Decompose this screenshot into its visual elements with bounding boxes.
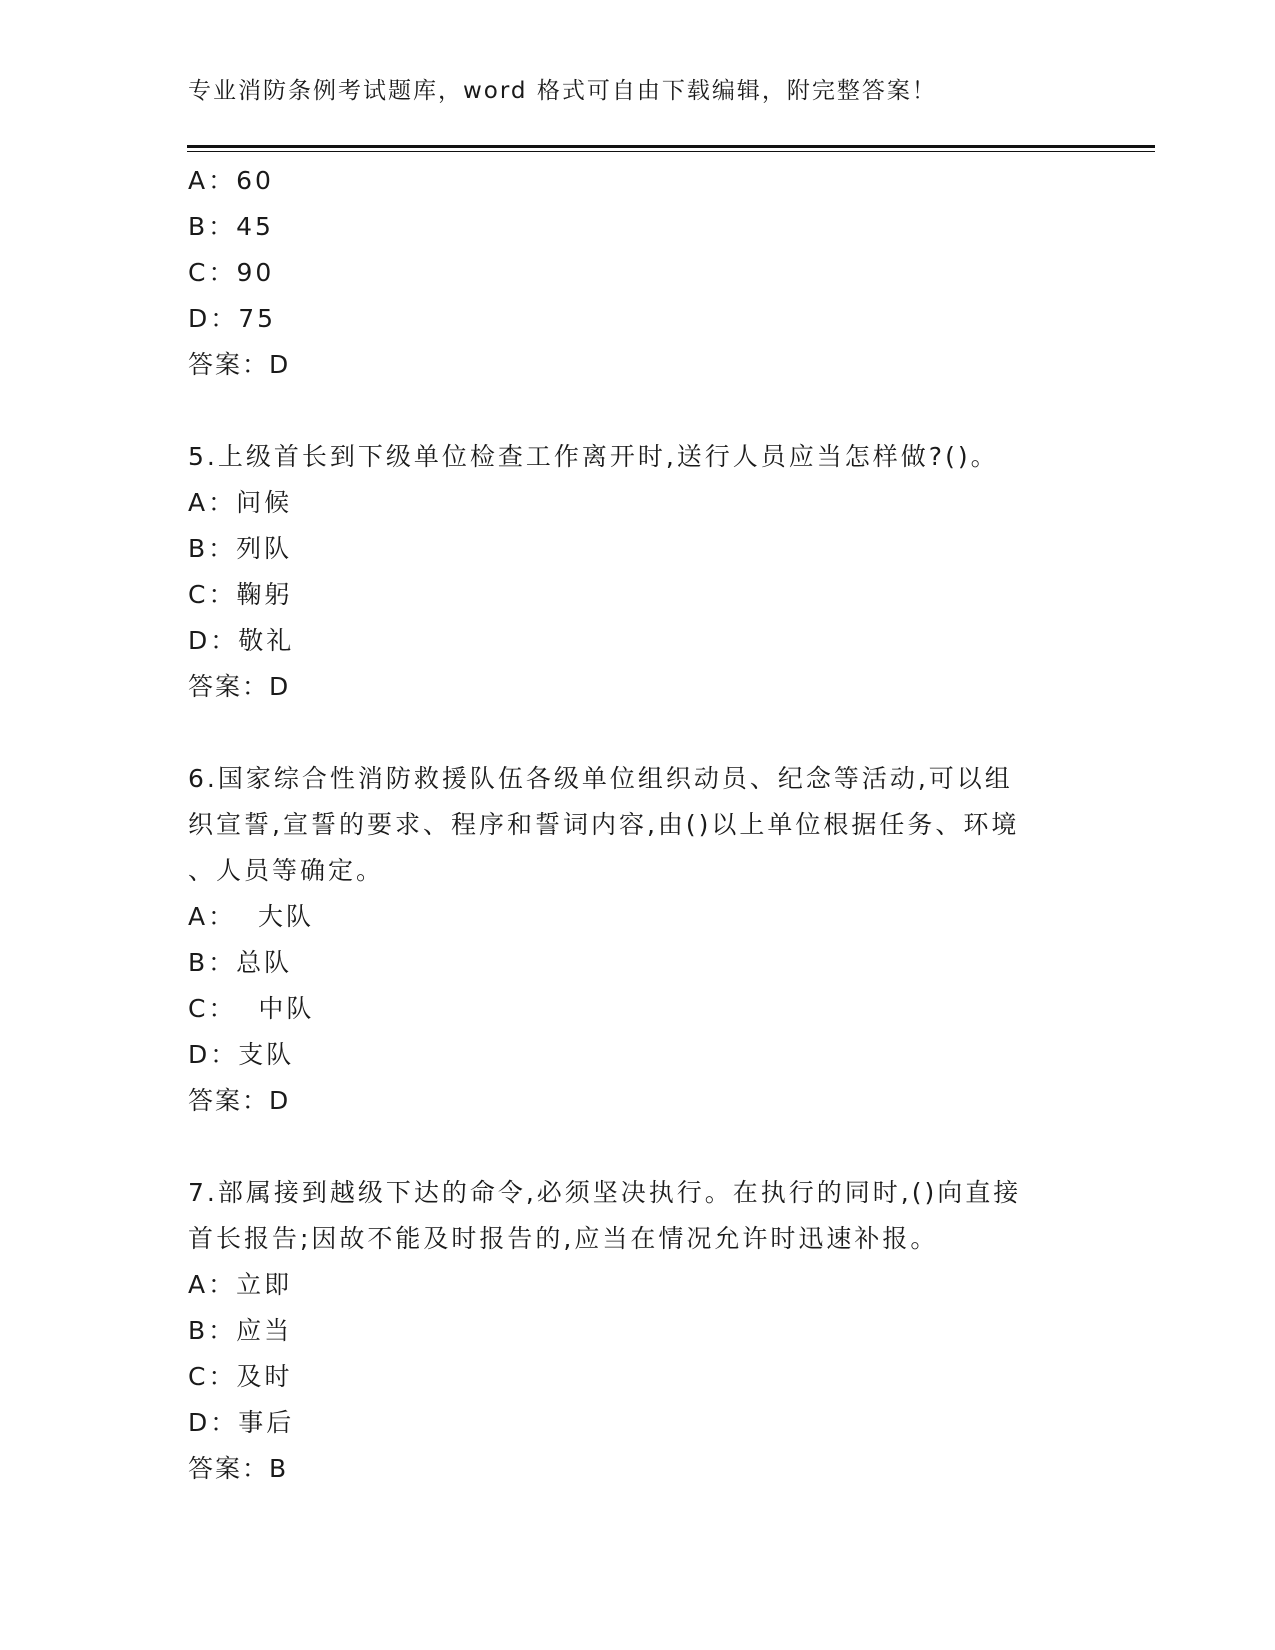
question-text-line-1: 6.国家综合性消防救援队伍各级单位组织动员、纪念等活动,可以组 — [188, 764, 1013, 793]
header-rule-thin — [187, 151, 1155, 152]
option-c: C：及时 — [188, 1362, 293, 1391]
spacer — [188, 388, 1068, 434]
spacer — [188, 710, 1068, 756]
option-b: B：应当 — [188, 1316, 293, 1345]
option-d: D：支队 — [188, 1040, 295, 1069]
document-header: 专业消防条例考试题库，word 格式可自由下载编辑，附完整答案！ — [188, 78, 937, 104]
option-b: B：列队 — [188, 534, 293, 563]
header-rule-thick — [187, 145, 1155, 148]
question-text-line-2: 首长报告;因故不能及时报告的,应当在情况允许时迅速补报。 — [188, 1224, 939, 1253]
question-list — [188, 158, 1068, 1492]
question-text-line-3: 、人员等确定。 — [188, 856, 385, 885]
option-a: A：立即 — [188, 1270, 293, 1299]
answer: 答案：D — [188, 350, 291, 379]
answer: 答案：B — [188, 1454, 289, 1483]
question-7 — [188, 1170, 1068, 1492]
question-6 — [188, 756, 1068, 1124]
answer: 答案：D — [188, 672, 291, 701]
question-4 — [188, 158, 1068, 388]
option-b: B：总队 — [188, 948, 293, 977]
option-a: A：60 — [188, 166, 274, 195]
option-a: A： 大队 — [188, 902, 314, 931]
question-text: 5.上级首长到下级单位检查工作离开时,送行人员应当怎样做?()。 — [188, 442, 999, 471]
option-c: C：鞠躬 — [188, 580, 293, 609]
option-d: D：75 — [188, 304, 277, 333]
question-text-line-2: 织宣誓,宣誓的要求、程序和誓词内容,由()以上单位根据任务、环境 — [188, 810, 1020, 839]
question-5 — [188, 434, 1068, 710]
option-b: B：45 — [188, 212, 274, 241]
option-c: C：90 — [188, 258, 275, 287]
option-d: D：敬礼 — [188, 626, 295, 655]
question-text-line-1: 7.部属接到越级下达的命令,必须坚决执行。在执行的同时,()向直接 — [188, 1178, 1022, 1207]
option-a: A：问候 — [188, 488, 293, 517]
option-c: C： 中队 — [188, 994, 315, 1023]
spacer — [188, 1124, 1068, 1170]
option-d: D：事后 — [188, 1408, 295, 1437]
answer: 答案：D — [188, 1086, 291, 1115]
